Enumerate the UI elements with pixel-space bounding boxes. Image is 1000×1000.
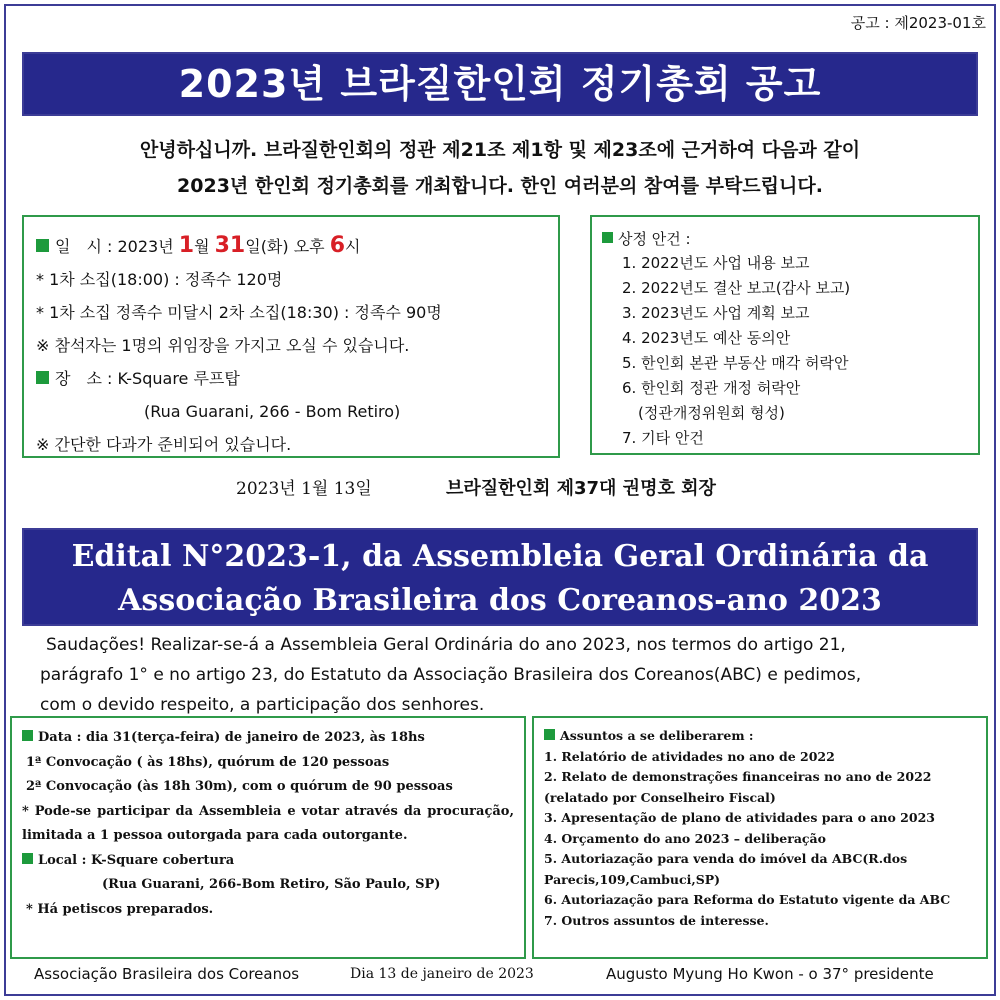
korean-place-line <box>36 362 546 395</box>
portuguese-agenda-item: 5. Autoriazação para venda do imóvel da ABC(R.dos Parecis,109,Cambuci,SP) <box>544 851 908 887</box>
schedule-month-number: 1 <box>178 233 195 258</box>
portuguese-agenda-item: 6. Autoriazação para Reforma do Estatuto vigente da ABC <box>544 892 951 907</box>
korean-title: 2023년 브라질한인회 정기총회 공고 <box>178 62 822 106</box>
portuguese-date-text: Data : dia 31(terça-feira) de janeiro de 2023, às 18hs <box>38 730 425 745</box>
portuguese-agenda-item: 1. Relatório de atividades no ano de 2022 <box>544 748 835 764</box>
footer-organization: Associação Brasileira dos Coreanos <box>34 965 300 983</box>
korean-agenda-item: 1. 2022년도 사업 내용 보고 <box>622 254 810 272</box>
korean-agenda-item-continuation: (정관개정위원회 형성) <box>638 404 785 422</box>
korean-agenda-item: 6. 한인회 정관 개정 허락안 <box>622 379 801 397</box>
schedule-hour-number: 6 <box>329 233 346 258</box>
footer-president: Augusto Myung Ho Kwon - o 37° presidente <box>606 965 934 983</box>
korean-agenda-title: 상정 안건 : <box>618 230 691 248</box>
portuguese-snack-note: * Há petiscos preparados. <box>26 901 214 917</box>
korean-intro <box>22 132 978 204</box>
portuguese-agenda-item: 2. Relato de demonstrações financeiras no ano de 2022 (relatado por Conselheiro Fiscal) <box>544 769 932 805</box>
korean-agenda-title-line <box>602 227 968 251</box>
portuguese-first-call: 1ª Convocação ( às 18hs), quórum de 120 pessoas <box>26 754 390 770</box>
korean-second-call: * 1차 소집 정족수 미달시 2차 소집(18:30) : 정족수 90명 <box>36 303 442 322</box>
portuguese-details-box <box>10 716 526 959</box>
portuguese-place-address: (Rua Guarani, 266-Bom Retiro, São Paulo, SP) <box>102 877 441 892</box>
korean-schedule-line <box>36 229 546 263</box>
schedule-day-number: 31 <box>214 233 246 258</box>
portuguese-intro-line-2: parágrafo 1° e no artigo 23, do Estatuto da Associação Brasileira dos Coreanos(ABC) e pedimos, <box>40 665 862 685</box>
portuguese-date-line <box>22 726 514 751</box>
korean-signature: 브라질한인회 제37대 권명호 회장 <box>446 478 716 499</box>
portuguese-intro <box>40 630 980 720</box>
korean-agenda-box <box>590 215 980 455</box>
portuguese-agenda-item: 7. Outros assuntos de interesse. <box>544 912 769 928</box>
portuguese-agenda-box <box>532 716 988 959</box>
korean-agenda-item: 4. 2023년도 예산 동의안 <box>622 329 791 347</box>
portuguese-agenda-item: 3. Apresentação de plano de atividades para o ano 2023 <box>544 810 935 825</box>
portuguese-agenda-item: 4. Orçamento do ano 2023 – deliberação <box>544 830 826 846</box>
green-square-bullet-icon <box>602 232 613 243</box>
portuguese-place-text: Local : K-Square cobertura <box>38 852 235 868</box>
korean-place-label: 장 소 : K-Square 루프탑 <box>55 369 240 388</box>
portuguese-title-line-2: Associação Brasileira dos Coreanos-ano 2023 <box>118 583 882 618</box>
korean-first-call: * 1차 소집(18:00) : 정족수 120명 <box>36 270 283 289</box>
portuguese-place-line <box>22 849 514 874</box>
korean-agenda-item: 7. 기타 안건 <box>622 429 704 447</box>
schedule-day-unit: 일(화) 오후 <box>245 237 330 256</box>
korean-title-banner <box>22 52 978 116</box>
korean-agenda-item: 2. 2022년도 결산 보고(감사 보고) <box>622 279 851 297</box>
schedule-month-unit: 월 <box>194 237 215 256</box>
footer-date: Dia 13 de janeiro de 2023 <box>350 966 534 982</box>
portuguese-agenda-title-line <box>544 726 976 747</box>
portuguese-agenda-title: Assuntos a se deliberarem : <box>560 728 754 743</box>
notice-number: 공고 : 제2023-01호 <box>850 14 986 32</box>
green-square-bullet-icon <box>36 239 49 252</box>
korean-place-address: (Rua Guarani, 266 - Bom Retiro) <box>144 402 401 421</box>
portuguese-title-banner <box>22 528 978 626</box>
schedule-year: 2023년 <box>117 237 179 256</box>
korean-intro-line-1: 안녕하십니까. 브라질한인회의 정관 제21조 제1항 및 제23조에 근거하여 다음과 같이 <box>139 139 861 161</box>
schedule-hour-unit: 시 <box>345 237 361 256</box>
korean-details-box <box>22 215 560 458</box>
green-square-bullet-icon <box>22 853 33 864</box>
portuguese-second-call: 2ª Convocação (às 18h 30m), com o quórum de 90 pessoas <box>26 779 453 794</box>
schedule-label: 일 시 : <box>55 237 118 256</box>
korean-snack-note: ※ 간단한 다과가 준비되어 있습니다. <box>36 435 292 454</box>
korean-date: 2023년 1월 13일 <box>236 479 372 499</box>
korean-agenda-item: 5. 한인회 본관 부동산 매각 허락안 <box>622 354 849 372</box>
portuguese-proxy-note: * Pode-se participar da Assembleia e votar através da procuração, limitada a 1 pessoa outorgada para cada outorgante. <box>22 803 514 843</box>
green-square-bullet-icon <box>36 371 49 384</box>
green-square-bullet-icon <box>544 729 555 740</box>
portuguese-intro-line-3: com o devido respeito, a participação dos senhores. <box>40 695 485 715</box>
portuguese-intro-line-1: Saudações! Realizar-se-á a Assembleia Geral Ordinária do ano 2023, nos termos do artigo 21, <box>46 635 846 655</box>
portuguese-title-line-1: Edital N°2023-1, da Assembleia Geral Ordinária da <box>71 539 929 574</box>
korean-proxy-note: ※ 참석자는 1명의 위임장을 가지고 오실 수 있습니다. <box>36 336 410 355</box>
green-square-bullet-icon <box>22 730 33 741</box>
korean-agenda-item: 3. 2023년도 사업 계획 보고 <box>622 304 810 322</box>
korean-intro-line-2: 2023년 한인회 정기총회를 개최합니다. 한인 여러분의 참여를 부탁드립니다. <box>177 175 823 197</box>
